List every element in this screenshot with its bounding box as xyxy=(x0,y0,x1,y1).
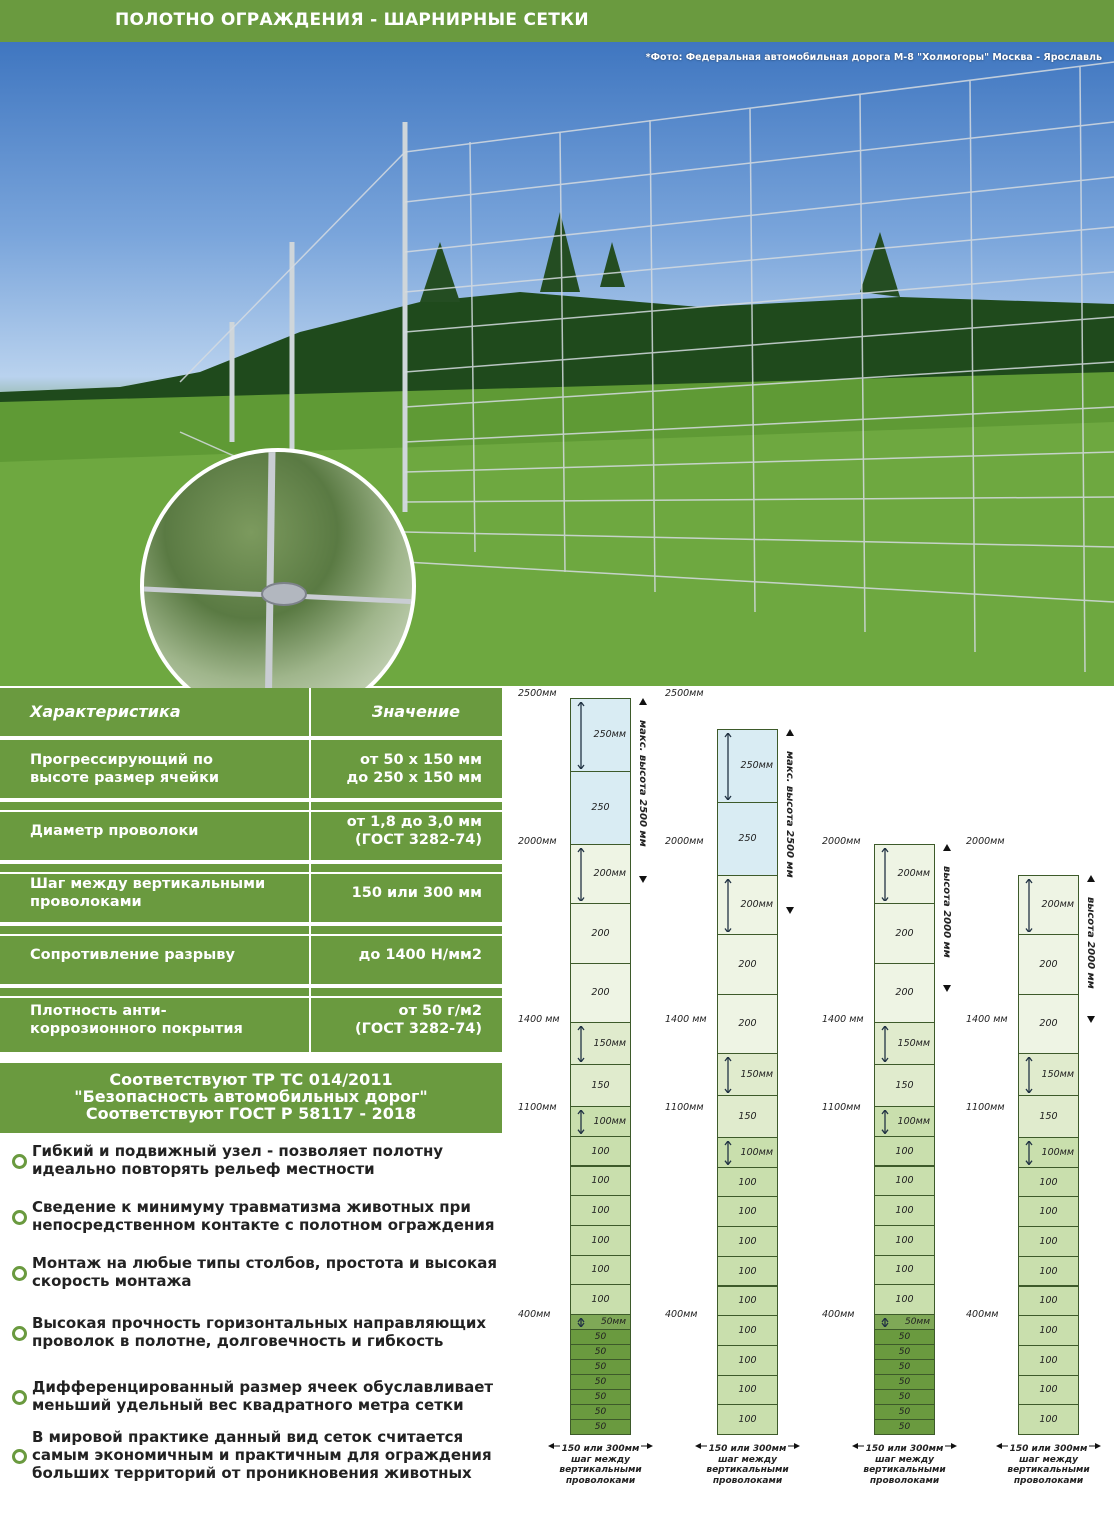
footer-line: проволоками xyxy=(565,1475,636,1486)
table-cell-value-text: до 1400 Н/мм2 xyxy=(358,947,482,963)
mesh-cell xyxy=(570,1225,631,1256)
mesh-cell xyxy=(874,1284,935,1315)
mesh-cell xyxy=(1018,1167,1079,1198)
mesh-cell-label: 100 xyxy=(591,1234,610,1246)
cell-height-arrow-icon xyxy=(881,1110,889,1133)
mesh-cell-label: 100 xyxy=(895,1205,914,1217)
mesh-cell-label: 100 xyxy=(1039,1354,1058,1366)
mesh-cell xyxy=(570,1314,631,1330)
cell-height-arrow-icon xyxy=(724,1057,732,1092)
mesh-cell xyxy=(1018,934,1079,995)
table-row-divider xyxy=(0,934,502,936)
feature-text: Монтаж на любые типы столбов, простота и высокая xyxy=(32,1254,497,1272)
table-cell-name xyxy=(0,688,311,736)
mesh-cell-label: 50 xyxy=(898,1377,911,1387)
height-arrow-icon xyxy=(942,844,952,996)
mesh-cell-label: 200 xyxy=(1039,1018,1058,1030)
feature-text: идеально повторять рельеф местности xyxy=(32,1160,375,1178)
height-mark-label: 1400 мм xyxy=(665,1014,707,1025)
mesh-cell xyxy=(570,1064,631,1107)
table-cell-name-text: коррозионного покрытия xyxy=(30,1021,243,1037)
mesh-cell xyxy=(570,1404,631,1420)
mesh-cell xyxy=(1018,1375,1079,1406)
table-cell-value-text: до 250 х 150 мм xyxy=(346,770,482,786)
mesh-cell-label: 100 xyxy=(738,1295,757,1307)
mesh-cell xyxy=(1018,1095,1079,1138)
mesh-cell-label: 100 xyxy=(738,1325,757,1337)
cell-height-arrow-icon xyxy=(577,848,585,901)
mesh-cell xyxy=(1018,994,1079,1055)
height-mark-label: 2000мм xyxy=(822,836,861,847)
mesh-cell xyxy=(570,1255,631,1286)
table-cell-value-text: от 50 г/м2 xyxy=(398,1003,482,1019)
feature-text: проволок в полотне, долговечность и гибкость xyxy=(32,1332,444,1350)
height-mark-label: 2500мм xyxy=(518,688,557,699)
mesh-cell-label: 100 xyxy=(591,1205,610,1217)
mesh-cell-label: 200мм xyxy=(1041,899,1074,911)
mesh-cell xyxy=(874,1419,935,1435)
mesh-cell-label: 100 xyxy=(738,1384,757,1396)
table-cell-value-text: от 50 х 150 мм xyxy=(359,752,482,768)
cell-height-arrow-icon xyxy=(881,848,889,901)
mesh-cell xyxy=(717,1137,778,1168)
mesh-cell-label: 50 xyxy=(594,1392,607,1402)
feature-text: скорость монтажа xyxy=(32,1272,192,1290)
mesh-cell xyxy=(570,698,631,772)
mesh-cell-label: 50мм xyxy=(904,1317,930,1327)
mesh-cell-label: 100 xyxy=(1039,1384,1058,1396)
mesh-cell-label: 250мм xyxy=(740,760,773,771)
mesh-cell xyxy=(570,1329,631,1345)
mesh-cell-label: 150 xyxy=(895,1080,914,1092)
footer-line: 150 или 300мм xyxy=(561,1444,640,1454)
mesh-cell xyxy=(717,1196,778,1227)
bullet-icon xyxy=(12,1266,27,1281)
height-mark-label: 2000мм xyxy=(518,836,557,847)
compliance-line: Соответствуют ТР ТС 014/2011 xyxy=(109,1070,393,1089)
footer-line: проволоками xyxy=(712,1475,783,1486)
feature-text: меньший удельный вес квадратного метра сетки xyxy=(32,1396,464,1414)
mesh-cell-label: 50 xyxy=(594,1422,607,1432)
table-row xyxy=(0,740,502,798)
cell-height-arrow-icon xyxy=(724,733,732,799)
header-bar xyxy=(0,0,1114,42)
mesh-cell-label: 100мм xyxy=(1041,1146,1074,1158)
height-note: высота 2000 мм xyxy=(1085,896,1096,989)
footer-line: 150 или 300мм xyxy=(1009,1444,1088,1454)
height-mark-label: 1100мм xyxy=(665,1102,704,1113)
mesh-cell xyxy=(570,1195,631,1226)
footer-line: шаг между xyxy=(717,1454,778,1465)
table-cell-name-text: Шаг между вертикальными xyxy=(30,876,266,892)
mesh-cell xyxy=(1018,1345,1079,1376)
height-mark-label: 2500мм xyxy=(665,688,704,699)
mesh-cell-label: 50мм xyxy=(600,1317,626,1327)
table-cell-name-text: высоте размер ячейки xyxy=(30,770,220,786)
mesh-cell-label: 50 xyxy=(898,1347,911,1357)
height-mark-label: 1100мм xyxy=(518,1102,557,1113)
height-mark-label: 400мм xyxy=(966,1309,999,1320)
photo-caption: *Фото: Федеральная автомобильная дорога М-8 "Холмогоры" Москва - Ярославль xyxy=(645,52,1102,63)
mesh-cell-label: 200 xyxy=(895,927,914,939)
mesh-cell xyxy=(717,875,778,936)
mesh-cell-label: 50 xyxy=(594,1407,607,1417)
table-cell-name xyxy=(0,740,311,798)
mesh-footer xyxy=(695,1444,800,1486)
mesh-cell-label: 250мм xyxy=(593,729,626,741)
mesh-cell-label: 100мм xyxy=(897,1115,930,1127)
mesh-cell-label: 100 xyxy=(1039,1414,1058,1426)
mesh-cell-label: 150 xyxy=(1039,1111,1058,1122)
mesh-cell xyxy=(570,1419,631,1435)
height-mark-label: 2000мм xyxy=(966,836,1005,847)
mesh-cell xyxy=(570,1359,631,1375)
cell-height-arrow-icon xyxy=(881,1318,889,1326)
mesh-cell xyxy=(874,844,935,905)
feature-text: Сведение к минимуму травматизма животных при xyxy=(32,1198,471,1216)
mesh-cell xyxy=(1018,1404,1079,1435)
bullet-icon xyxy=(12,1390,27,1405)
mesh-cell xyxy=(570,1022,631,1065)
mesh-cell-label: 100 xyxy=(738,1235,757,1247)
mesh-cell xyxy=(1018,1053,1079,1096)
mesh-cell xyxy=(874,1064,935,1107)
cell-height-arrow-icon xyxy=(1025,1057,1033,1092)
mesh-footer xyxy=(996,1444,1101,1486)
mesh-cell xyxy=(717,1167,778,1198)
table-cell-name-text: Сопротивление разрыву xyxy=(30,947,235,963)
table-cell-name-text: Диаметр проволоки xyxy=(30,823,199,839)
mesh-cell-label: 50 xyxy=(594,1332,607,1342)
mesh-cell-label: 50 xyxy=(594,1362,607,1372)
cell-height-arrow-icon xyxy=(577,702,585,768)
footer-line: вертикальными xyxy=(559,1465,642,1475)
bullet-icon xyxy=(12,1326,27,1341)
mesh-cell xyxy=(570,1106,631,1137)
mesh-cell xyxy=(874,1359,935,1375)
mesh-cell xyxy=(717,1404,778,1435)
height-note: макс. высота 2500 мм xyxy=(637,719,648,847)
mesh-cell xyxy=(717,802,778,876)
mesh-cell xyxy=(570,963,631,1024)
mesh-cell-label: 250 xyxy=(591,802,610,814)
mesh-cell-label: 100 xyxy=(1039,1295,1058,1307)
mesh-cell xyxy=(717,729,778,803)
mesh-cell xyxy=(1018,1226,1079,1257)
mesh-cell-label: 100 xyxy=(738,1176,757,1188)
mesh-cell-label: 200 xyxy=(738,958,757,970)
mesh-cell xyxy=(717,1315,778,1346)
mesh-cell xyxy=(717,1256,778,1287)
table-cell-value-text: 150 или 300 мм xyxy=(351,885,482,901)
height-arrow-icon xyxy=(1086,875,1096,1027)
mesh-cell xyxy=(570,771,631,845)
mesh-cell xyxy=(874,963,935,1024)
height-mark-label: 1100мм xyxy=(822,1102,861,1113)
mesh-cell-label: 100 xyxy=(895,1294,914,1306)
mesh-cell xyxy=(717,994,778,1055)
mesh-cell-label: 100 xyxy=(895,1234,914,1246)
bullet-icon xyxy=(12,1449,27,1464)
mesh-cell-label: 200 xyxy=(895,987,914,999)
mesh-cell-label: 150мм xyxy=(1041,1069,1074,1080)
height-mark-label: 400мм xyxy=(665,1309,698,1320)
table-row-divider xyxy=(0,738,502,740)
mesh-cell-label: 100 xyxy=(1039,1176,1058,1188)
mesh-cell xyxy=(874,1195,935,1226)
mesh-cell-label: 100 xyxy=(591,1264,610,1276)
table-cell-name-text: Плотность анти- xyxy=(30,1003,167,1019)
bullet-icon xyxy=(12,1154,27,1169)
mesh-cell-label: 50 xyxy=(898,1422,911,1432)
mesh-cell xyxy=(717,1286,778,1317)
feature-text: больших территорий от проникновения животных xyxy=(32,1464,472,1482)
mesh-cell-label: 100 xyxy=(1039,1235,1058,1247)
mesh-cell xyxy=(570,1284,631,1315)
height-note: макс. высота 2500 мм xyxy=(784,750,795,878)
mesh-cell-label: 200мм xyxy=(897,868,930,880)
table-row-divider xyxy=(0,872,502,874)
table-header-row xyxy=(0,688,502,736)
cell-height-arrow-icon xyxy=(577,1318,585,1326)
height-mark-label: 400мм xyxy=(518,1309,551,1320)
mesh-cell-label: 50 xyxy=(898,1407,911,1417)
height-mark-label: 1400 мм xyxy=(822,1014,864,1025)
table-row-divider xyxy=(0,810,502,812)
mesh-cell-label: 100 xyxy=(591,1294,610,1306)
footer-line: проволоками xyxy=(869,1475,940,1486)
mesh-footer xyxy=(852,1444,957,1486)
mesh-cell xyxy=(570,1344,631,1360)
mesh-cell-label: 50 xyxy=(594,1377,607,1387)
footer-line: вертикальными xyxy=(706,1465,789,1475)
mesh-cell xyxy=(874,1136,935,1167)
mesh-cell xyxy=(570,1389,631,1405)
mesh-cell-label: 100 xyxy=(895,1264,914,1276)
mesh-cell xyxy=(717,1226,778,1257)
footer-line: проволоками xyxy=(1013,1475,1084,1486)
footer-line: 150 или 300мм xyxy=(865,1444,944,1454)
mesh-cell-label: 200 xyxy=(738,1018,757,1030)
table-cell-value-text: Значение xyxy=(371,702,460,721)
feature-text: Высокая прочность горизонтальных направляющих xyxy=(32,1314,487,1332)
mesh-cell xyxy=(717,1095,778,1138)
mesh-cell-label: 100 xyxy=(738,1354,757,1366)
table-row-divider xyxy=(0,996,502,998)
height-arrow-icon xyxy=(785,729,795,918)
height-mark-label: 1400 мм xyxy=(518,1014,560,1025)
height-mark-label: 400мм xyxy=(822,1309,855,1320)
mesh-cell xyxy=(874,1022,935,1065)
mesh-cell-label: 100 xyxy=(738,1206,757,1218)
cell-height-arrow-icon xyxy=(881,1026,889,1061)
footer-line: шаг между xyxy=(570,1454,631,1465)
table-cell-name-text: Характеристика xyxy=(30,702,181,721)
mesh-cell xyxy=(570,1166,631,1197)
mesh-cell xyxy=(717,1345,778,1376)
mesh-cell-label: 50 xyxy=(594,1347,607,1357)
feature-text: самым экономичным и практичным для ограждения xyxy=(32,1446,492,1464)
mesh-footer xyxy=(548,1444,653,1486)
mesh-cell xyxy=(717,934,778,995)
mesh-cell xyxy=(570,903,631,964)
height-note: высота 2000 мм xyxy=(941,865,952,958)
table-cell-name-text: проволоками xyxy=(30,894,142,910)
mesh-cell xyxy=(874,1344,935,1360)
mesh-cell xyxy=(1018,1286,1079,1317)
mesh-cell-label: 200мм xyxy=(593,868,626,880)
mesh-cell-label: 100мм xyxy=(740,1146,773,1158)
mesh-cell-label: 50 xyxy=(898,1332,911,1342)
height-mark-label: 1400 мм xyxy=(966,1014,1008,1025)
mesh-cell xyxy=(874,1255,935,1286)
knot-drawing xyxy=(144,452,416,724)
mesh-cell xyxy=(1018,1137,1079,1168)
mesh-cell xyxy=(1018,1256,1079,1287)
mesh-cell xyxy=(874,1329,935,1345)
footer-line: вертикальными xyxy=(863,1465,946,1475)
footer-line: вертикальными xyxy=(1007,1465,1090,1475)
table-cell-value-text: от 1,8 до 3,0 мм xyxy=(346,814,482,830)
mesh-cell-label: 50 xyxy=(898,1362,911,1372)
mesh-cell xyxy=(1018,875,1079,936)
bullet-icon xyxy=(12,1210,27,1225)
mesh-cell-label: 200 xyxy=(1039,958,1058,970)
mesh-cell-label: 100 xyxy=(895,1175,914,1187)
mesh-cell-label: 200 xyxy=(591,927,610,939)
knot-closeup-image xyxy=(140,448,416,724)
footer-line: 150 или 300мм xyxy=(708,1444,787,1454)
mesh-cell-label: 150 xyxy=(591,1080,610,1092)
mesh-cell-label: 100 xyxy=(591,1175,610,1187)
height-arrow-icon xyxy=(638,698,648,887)
mesh-cell xyxy=(874,1314,935,1330)
mesh-cell xyxy=(874,1389,935,1405)
mesh-cell-label: 100 xyxy=(1039,1325,1058,1337)
cell-height-arrow-icon xyxy=(577,1110,585,1133)
mesh-cell xyxy=(570,844,631,905)
mesh-cell xyxy=(874,1225,935,1256)
mesh-cell-label: 200мм xyxy=(740,899,773,911)
mesh-cell-label: 100мм xyxy=(593,1115,626,1127)
footer-line: шаг между xyxy=(1018,1454,1079,1465)
table-cell-value-text: (ГОСТ 3282-74) xyxy=(355,1021,482,1037)
page-title: ПОЛОТНО ОГРАЖДЕНИЯ - ШАРНИРНЫЕ СЕТКИ xyxy=(115,10,589,30)
mesh-cell-label: 100 xyxy=(738,1265,757,1277)
mesh-cell-label: 150мм xyxy=(897,1038,930,1050)
cell-height-arrow-icon xyxy=(724,879,732,932)
height-mark-label: 2000мм xyxy=(665,836,704,847)
feature-text: непосредственном контакте с полотном ограждения xyxy=(32,1216,495,1234)
table-cell-name-text: Прогрессирующий по xyxy=(30,752,213,768)
mesh-cell xyxy=(717,1053,778,1096)
mesh-cell-label: 150мм xyxy=(593,1038,626,1050)
feature-text: Гибкий и подвижный узел - позволяет полотну xyxy=(32,1142,444,1160)
mesh-cell xyxy=(874,1166,935,1197)
mesh-cell xyxy=(570,1136,631,1167)
cell-height-arrow-icon xyxy=(724,1141,732,1164)
cell-height-arrow-icon xyxy=(577,1026,585,1061)
mesh-cell xyxy=(1018,1315,1079,1346)
compliance-block xyxy=(0,1063,502,1133)
mesh-cell-label: 250 xyxy=(738,833,757,844)
mesh-cell xyxy=(874,1404,935,1420)
mesh-cell xyxy=(874,1106,935,1137)
mesh-cell-label: 200 xyxy=(591,987,610,999)
cell-height-arrow-icon xyxy=(1025,879,1033,932)
mesh-cell-label: 100 xyxy=(738,1414,757,1426)
height-mark-label: 1100мм xyxy=(966,1102,1005,1113)
cell-height-arrow-icon xyxy=(1025,1141,1033,1164)
mesh-cell xyxy=(874,903,935,964)
mesh-cell-label: 100 xyxy=(895,1145,914,1157)
mesh-cell-label: 100 xyxy=(1039,1265,1058,1277)
mesh-cell xyxy=(874,1374,935,1390)
mesh-cell xyxy=(570,1374,631,1390)
footer-line: шаг между xyxy=(874,1454,935,1465)
compliance-line: Соответствуют ГОСТ Р 58117 - 2018 xyxy=(85,1104,417,1123)
mesh-cell xyxy=(1018,1196,1079,1227)
mesh-cell-label: 50 xyxy=(898,1392,911,1402)
mesh-cell-label: 150мм xyxy=(740,1069,773,1080)
feature-text: В мировой практике данный вид сеток считается xyxy=(32,1428,464,1446)
feature-text: Дифференцированный размер ячеек обуславливает xyxy=(32,1378,494,1396)
mesh-cell-label: 100 xyxy=(1039,1206,1058,1218)
mesh-cell xyxy=(717,1375,778,1406)
mesh-cell-label: 150 xyxy=(738,1111,757,1122)
table-cell-value-text: (ГОСТ 3282-74) xyxy=(355,832,482,848)
compliance-line: "Безопасность автомобильных дорог" xyxy=(74,1087,428,1106)
mesh-cell-label: 100 xyxy=(591,1145,610,1157)
